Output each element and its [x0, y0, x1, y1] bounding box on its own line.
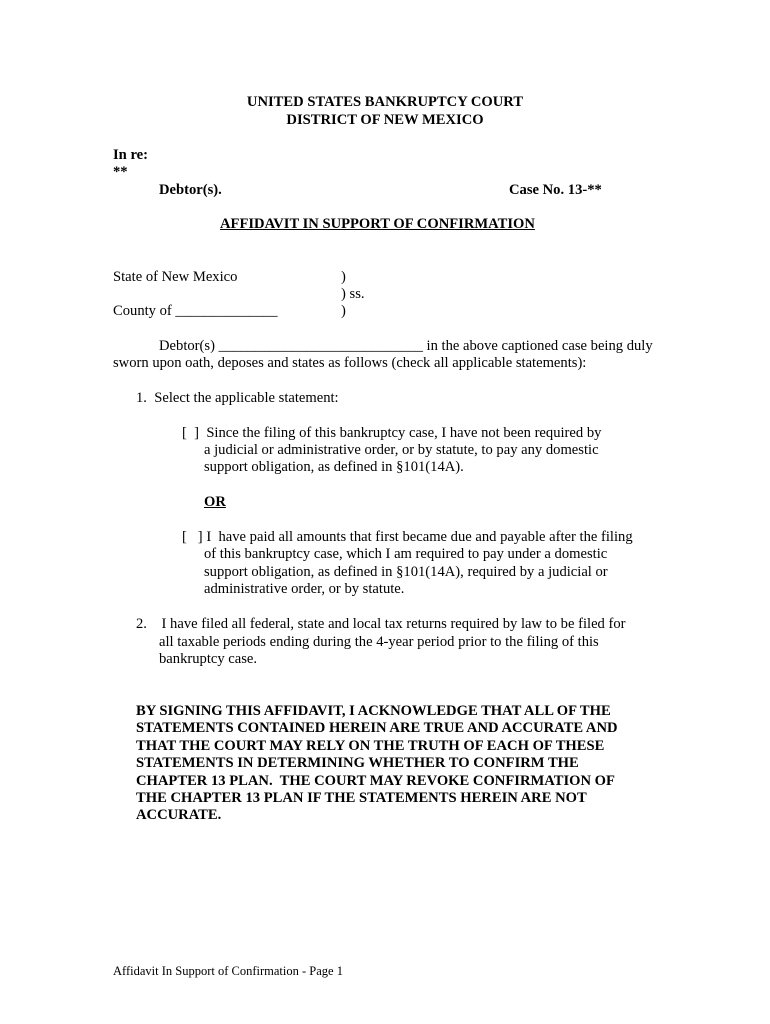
venue-county: County of ______________: [113, 303, 278, 319]
case-number: Case No. 13-**: [509, 182, 602, 198]
acknowledgment-line: STATEMENTS CONTAINED HEREIN ARE TRUE AND ACCURATE AND: [136, 720, 618, 736]
court-name: UNITED STATES BANKRUPTCY COURT: [246, 94, 524, 110]
option-a-line: a judicial or administrative order, or by statute, to pay any domestic: [204, 442, 599, 458]
acknowledgment-line: CHAPTER 13 PLAN. THE COURT MAY REVOKE CONFIRMATION OF: [136, 773, 615, 789]
option-b-line: [ ] I have paid all amounts that first became due and payable after the filing: [182, 529, 633, 545]
acknowledgment-line: THE CHAPTER 13 PLAN IF THE STATEMENTS HEREIN ARE NOT: [136, 790, 587, 806]
item-2-line: bankruptcy case.: [159, 651, 258, 667]
debtor-name: **: [113, 164, 128, 180]
venue-paren-3: ): [341, 303, 346, 319]
intro-line-1: Debtor(s) ____________________________ in the above captioned case being duly: [159, 338, 653, 354]
acknowledgment-line: ACCURATE.: [136, 807, 222, 823]
acknowledgment-line: STATEMENTS IN DETERMINING WHETHER TO CONFIRM THE: [136, 755, 579, 771]
option-a-line: support obligation, as defined in §101(14A).: [204, 459, 464, 475]
option-b-line: of this bankruptcy case, which I am required to pay under a domestic: [204, 546, 608, 562]
venue-paren-ss: ) ss.: [341, 286, 365, 302]
venue-state: State of New Mexico: [113, 269, 238, 285]
option-b-line: administrative order, or by statute.: [204, 581, 405, 597]
option-b-line: support obligation, as defined in §101(14A), required by a judicial or: [204, 564, 608, 580]
item-2-line: 2. I have filed all federal, state and local tax returns required by law to be filed for: [136, 616, 626, 632]
debtors-label: Debtor(s).: [159, 182, 222, 198]
venue-paren-1: ): [341, 269, 346, 285]
item-2-line: all taxable periods ending during the 4-year period prior to the filing of this: [159, 634, 599, 650]
document-title: AFFIDAVIT IN SUPPORT OF CONFIRMATION: [220, 216, 535, 232]
court-district: DISTRICT OF NEW MEXICO: [286, 112, 484, 128]
in-re-label: In re:: [113, 147, 148, 163]
page-footer: Affidavit In Support of Confirmation - Page 1: [113, 964, 343, 978]
item-1-heading: 1. Select the applicable statement:: [136, 390, 339, 406]
or-separator: OR: [204, 494, 226, 510]
acknowledgment-line: BY SIGNING THIS AFFIDAVIT, I ACKNOWLEDGE THAT ALL OF THE: [136, 703, 611, 719]
option-a-line: [ ] Since the filing of this bankruptcy case, I have not been required by: [182, 425, 602, 441]
intro-line-2: sworn upon oath, deposes and states as follows (check all applicable statements):: [113, 355, 587, 371]
acknowledgment-line: THAT THE COURT MAY RELY ON THE TRUTH OF EACH OF THESE: [136, 738, 605, 754]
